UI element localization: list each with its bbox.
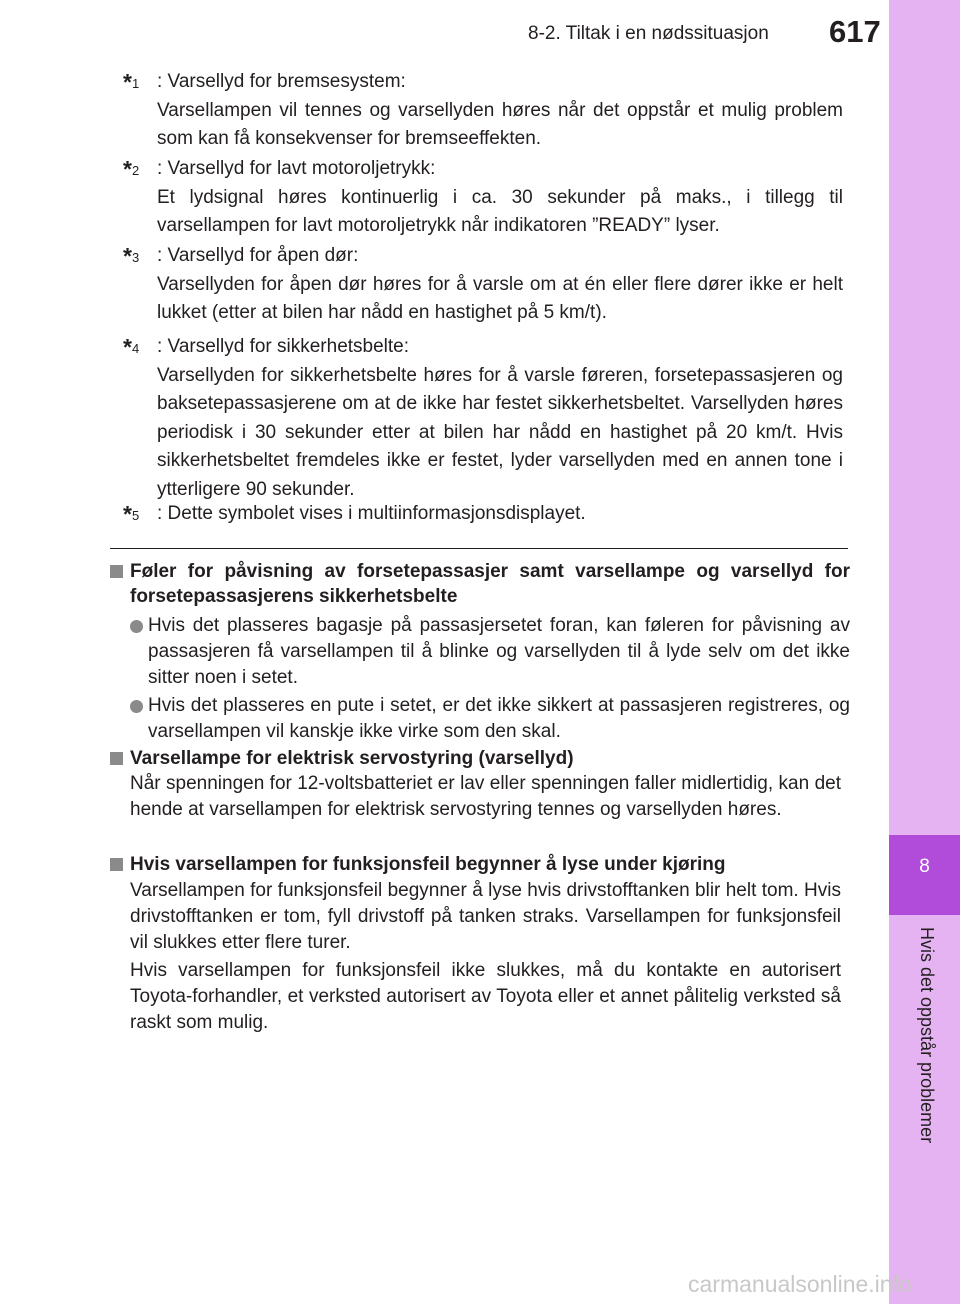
watermark: carmanualsonline.info <box>688 1271 912 1297</box>
chapter-title: Hvis det oppstår problemer <box>917 927 937 1144</box>
section-heading-text: Varsellampe for elektrisk servostyring (varsellyd) <box>130 748 574 769</box>
section-heading-passenger-sensor <box>110 559 850 609</box>
bullet-item <box>130 693 850 745</box>
round-bullet-icon <box>130 620 143 633</box>
asterisk: * <box>123 69 132 95</box>
asterisk: * <box>123 501 132 527</box>
bullet-item <box>130 613 850 691</box>
section-heading-malfunction-lamp <box>110 852 850 877</box>
footnote-number: 4 <box>131 341 140 356</box>
footnote-number: 3 <box>131 250 140 265</box>
bullet-text: Hvis det plasseres bagasje på passasjersetet foran, kan føleren for påvisning av passasjeren få varsellampen til å blinke og varsellyden til å lyde selv om det ikke sitter noen i setet. <box>148 615 850 688</box>
footnote-title: : Varsellyd for lavt motoroljetrykk: <box>157 158 436 179</box>
section-heading-text: Hvis varsellampen for funksjonsfeil begynner å lyse under kjøring <box>130 854 726 875</box>
section-heading-power-steering <box>110 746 850 771</box>
footnote-number: 1 <box>131 76 140 91</box>
square-bullet-icon <box>110 752 123 765</box>
footnote-title: : Varsellyd for bremsesystem: <box>157 71 406 92</box>
footnote-number: 2 <box>131 163 140 178</box>
footnote-title: : Varsellyd for sikkerhetsbelte: <box>157 336 410 357</box>
paragraph: Varsellampen for funksjonsfeil begynner å lyse hvis drivstofftanken blir helt tom. Hvis drivstofftanken er tom, fyll drivstoff på tanken straks. Varsellampen for funksjonsfeil vil slukkes etter flere turer. <box>130 880 841 953</box>
section-heading-text: Føler for påvisning av forsetepassasjer samt varsellampe og varsellyd for forsetepassasjerens sikkerhetsbelte <box>130 561 850 607</box>
bullet-text: Hvis det plasseres en pute i setet, er det ikke sikkert at passasjeren registreres, og varsellampen vil kanskje ikke virke som den skal. <box>148 695 850 742</box>
square-bullet-icon <box>110 565 123 578</box>
footnote-body: Varsellampen vil tennes og varsellyden høres når det oppstår et mulig problem som kan få konsekvenser for bremseeffekten. <box>157 99 843 149</box>
footnote-title: : Dette symbolet vises i multiinformasjonsdisplayet. <box>157 503 586 524</box>
footnote-title: : Varsellyd for åpen dør: <box>157 245 359 266</box>
section-divider <box>110 548 848 549</box>
asterisk: * <box>123 243 132 269</box>
footnote-4 <box>123 333 843 504</box>
asterisk: * <box>123 156 132 182</box>
chapter-number: 8 <box>919 856 930 877</box>
asterisk: * <box>123 334 132 360</box>
footnote-number: 5 <box>131 508 140 523</box>
paragraph: Når spenningen for 12-voltsbatteriet er lav eller spenningen faller midlertidig, kan det hende at varsellampen for elektrisk servostyring tennes og varsellyden høres. <box>130 773 841 820</box>
footnote-1 <box>123 68 843 154</box>
round-bullet-icon <box>130 700 143 713</box>
footnote-2 <box>123 155 843 241</box>
chapter-sidebar <box>889 0 960 1304</box>
footnote-3 <box>123 242 843 328</box>
footnote-body: Varsellyden for åpen dør høres for å varsle om at én eller flere dører ikke er helt lukket (etter at bilen har nådd en hastighet på 5 km/t). <box>157 273 843 323</box>
paragraph: Hvis varsellampen for funksjonsfeil ikke slukkes, må du kontakte en autorisert Toyota-forhandler, et verksted autorisert av Toyota eller et annet pålitelig verksted så raskt som mulig. <box>130 960 841 1033</box>
footnote-body: Varsellyden for sikkerhetsbelte høres for å varsle føreren, forsetepassasjeren og baksetepassasjerene om at de ikke har festet sikkerhetsbeltet. Varsellyden høres periodisk i 30 sekunder etter at bilen har nådd en hastighet på 20 km/t. Hvis sikkerhetsbeltet fremdeles ikke er festet, lyder varsellyden med en annen tone i ytterligere 90 sekunder. <box>157 364 843 500</box>
square-bullet-icon <box>110 858 123 871</box>
footnote-body: Et lydsignal høres kontinuerlig i ca. 30 sekunder på maks., i tillegg til varsellampen for lavt motoroljetrykk når indikatoren ”READY” lyser. <box>157 186 843 236</box>
footnote-5 <box>123 500 843 529</box>
section-header: 8-2. Tiltak i en nødssituasjon <box>528 23 769 44</box>
page-number: 617 <box>829 14 881 49</box>
